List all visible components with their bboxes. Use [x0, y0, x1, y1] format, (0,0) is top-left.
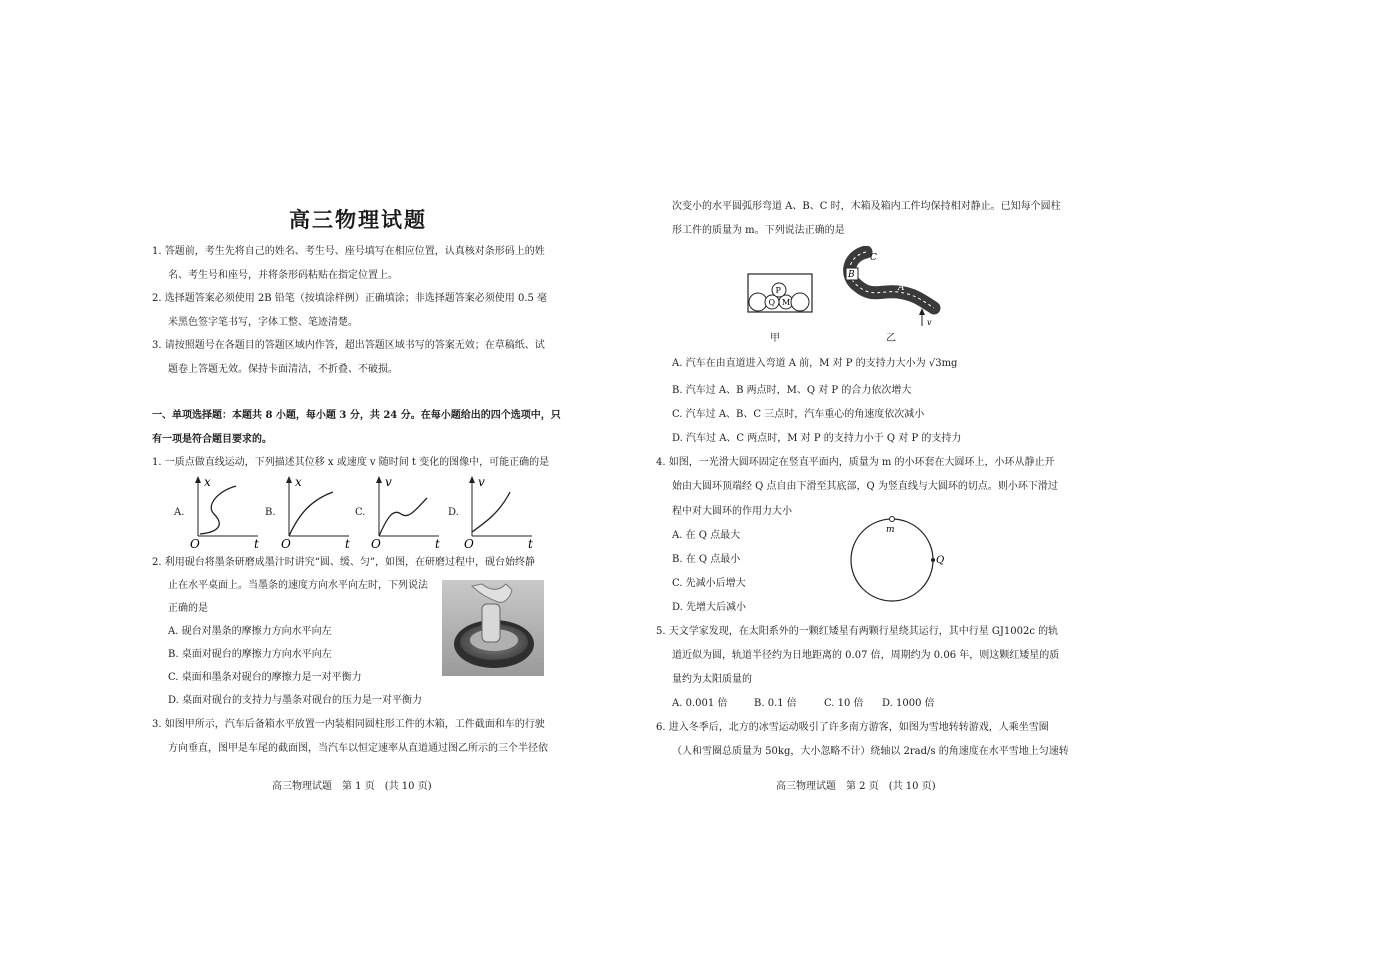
- question-2-line-1: 2. 利用砚台将墨条研磨成墨汁时讲究“圆、缓、匀”，如图，在研磨过程中，砚台始终静: [152, 557, 535, 568]
- graph-a-xaxis-label: t: [254, 537, 259, 550]
- question-5-option-d: D. 1000 倍: [882, 698, 935, 709]
- figure-jia-caption: 甲: [770, 333, 780, 344]
- question-2-line-2: 止在水平桌面上。当墨条的速度方向水平向左时，下列说法: [168, 580, 428, 591]
- graph-d: [464, 474, 546, 550]
- note-2-line-1: 2. 选择题答案必须使用 2B 铅笔（按填涂样例）正确填涂；非选择题答案必须使用 0.5 毫: [152, 293, 548, 304]
- graph-b: [281, 474, 366, 550]
- figure-yi-road: [838, 246, 943, 328]
- graph-c-xaxis-label: t: [435, 537, 440, 550]
- question-5-line-2: 道近似为圆，轨道半径约为日地距离的 0.07 倍，周期约为 0.06 年，则这颗红矮星的质: [672, 650, 1060, 661]
- question-3-option-c: C. 汽车过 A、B、C 三点时，汽车重心的角速度依次减小: [672, 409, 925, 420]
- graph-c-origin-label: O: [371, 537, 381, 550]
- question-4-line-1: 4. 如图，一光滑大圆环固定在竖直平面内，质量为 m 的小环套在大圆环上，小环从静止开: [656, 457, 1055, 468]
- question-4-option-c: C. 先减小后增大: [672, 578, 746, 589]
- graph-d-label: D.: [448, 507, 459, 518]
- question-2-option-a: A. 砚台对墨条的摩擦力方向水平向左: [168, 626, 332, 637]
- velocity-v-label: v: [927, 318, 932, 327]
- exam-page-2: [656, 0, 1376, 972]
- page-2-footer: 高三物理试题 第 2 页 (共 10 页): [776, 781, 936, 792]
- graph-a: [190, 474, 272, 550]
- question-3-continued-line-1: 次变小的水平圆弧形弯道 A、B、C 时，木箱及箱内工件均保持相对静止。已知每个圆柱: [672, 201, 1061, 212]
- figure-yi-caption: 乙: [886, 333, 896, 344]
- question-4-option-d: D. 先增大后减小: [672, 602, 747, 613]
- question-5-line-3: 量约为太阳质量的: [672, 674, 752, 685]
- question-3-line-2: 方向垂直，图甲是车尾的截面图，当汽车以恒定速率从直道通过图乙所示的三个半径依: [168, 743, 548, 754]
- graph-d-xaxis-label: t: [528, 537, 533, 550]
- cylinder-q-label: Q: [768, 298, 776, 307]
- question-1-stem: 1. 一质点做直线运动，下列描述其位移 x 或速度 v 随时间 t 变化的图像中，可能正确的是: [152, 457, 550, 468]
- section-heading-line-2: 有一项是符合题目要求的。: [152, 434, 272, 445]
- cylinder-p-label: P: [775, 286, 781, 295]
- note-1-line-1: 1. 答题前，考生先将自己的姓名、考生号、座号填写在相应位置，认真核对条形码上的姓: [152, 246, 545, 257]
- inkstone-photo: [442, 580, 544, 676]
- curve-b-label: B: [848, 270, 855, 280]
- point-q-label: Q: [936, 555, 945, 566]
- question-4-option-a: A. 在 Q 点最大: [672, 530, 741, 541]
- question-3-option-a: A. 汽车在由直道进入弯道 A 前，M 对 P 的支持力大小为 √3mg: [672, 358, 958, 369]
- paper-title: 高三物理试题: [289, 207, 427, 232]
- note-3-line-1: 3. 请按照题号在各题目的答题区域内作答，超出答题区域书写的答案无效；在草稿纸、试: [152, 340, 545, 351]
- graph-d-origin-label: O: [464, 537, 474, 550]
- question-2-option-d: D. 桌面对砚台的支持力与墨条对砚台的压力是一对平衡力: [168, 695, 423, 706]
- question-3-option-b: B. 汽车过 A、B 两点时，M、Q 对 P 的合力依次增大: [672, 385, 912, 396]
- question-3-line-1: 3. 如图甲所示，汽车后备箱水平放置一内装相同圆柱形工件的木箱，工件截面和车的行驶: [152, 719, 545, 730]
- graph-c-label: C.: [355, 507, 366, 518]
- curve-a-label: A: [898, 283, 905, 293]
- question-2-line-3: 正确的是: [168, 603, 208, 614]
- curve-c-label: C: [870, 253, 877, 263]
- question-3-continued-line-2: 形工件的质量为 m。下列说法正确的是: [672, 225, 845, 236]
- question-5-line-1: 5. 天文学家发现，在太阳系外的一颗红矮星有两颗行星绕其运行，其中行星 GJ1002c 的轨: [656, 626, 1059, 637]
- cylinder-m-label: M: [782, 298, 791, 307]
- page-1-footer: 高三物理试题 第 1 页 (共 10 页): [272, 781, 432, 792]
- small-ring-m-label: m: [886, 525, 895, 535]
- question-6-line-1: 6. 进入冬季后，北方的冰雪运动吸引了许多南方游客，如图为雪地转转游戏，人乘坐雪圈: [656, 722, 1049, 733]
- note-2-line-2: 米黑色签字笔书写，字体工整、笔迹清楚。: [168, 317, 358, 328]
- graph-b-yaxis-label: x: [295, 475, 302, 489]
- question-5-option-a: A. 0.001 倍: [672, 698, 728, 709]
- note-1-line-2: 名、考生号和座号，并将条形码粘贴在指定位置上。: [168, 270, 398, 281]
- question-5-option-c: C. 10 倍: [824, 698, 864, 709]
- question-4-line-3: 程中对大圆环的作用力大小: [672, 506, 792, 517]
- graph-c: [371, 474, 453, 550]
- section-heading-line-1: 一、单项选择题：本题共 8 小题，每小题 3 分，共 24 分。在每小题给出的四个选项中，只: [152, 410, 561, 421]
- figure-jia-crate: [746, 272, 816, 320]
- graph-a-label: A.: [174, 507, 185, 518]
- graph-a-yaxis-label: x: [204, 475, 211, 489]
- question-4-option-b: B. 在 Q 点最小: [672, 554, 741, 565]
- graph-b-xaxis-label: t: [345, 537, 350, 550]
- question-6-line-2: （人和雪圈总质量为 50kg，大小忽略不计）绕轴以 2rad/s 的角速度在水平雪地上匀速转: [672, 746, 1069, 757]
- question-3-option-d: D. 汽车过 A、C 两点时，M 对 P 的支持力小于 Q 对 P 的支持力: [672, 433, 962, 444]
- graph-b-origin-label: O: [281, 537, 291, 550]
- graph-a-origin-label: O: [190, 537, 200, 550]
- question-4-line-2: 始由大圆环顶端经 Q 点自由下滑至其底部，Q 为竖直线与大圆环的切点。则小环下滑过: [672, 481, 1058, 492]
- question-5-option-b: B. 0.1 倍: [754, 698, 797, 709]
- figure-big-ring: [846, 514, 946, 608]
- question-2-option-b: B. 桌面对砚台的摩擦力方向水平向左: [168, 649, 332, 660]
- graph-c-yaxis-label: v: [385, 475, 392, 489]
- note-3-line-2: 题卷上答题无效。保持卡面清洁，不折叠、不破损。: [168, 364, 398, 375]
- graph-b-label: B.: [265, 507, 276, 518]
- graph-d-yaxis-label: v: [478, 475, 485, 489]
- question-2-option-c: C. 桌面和墨条对砚台的摩擦力是一对平衡力: [168, 672, 362, 683]
